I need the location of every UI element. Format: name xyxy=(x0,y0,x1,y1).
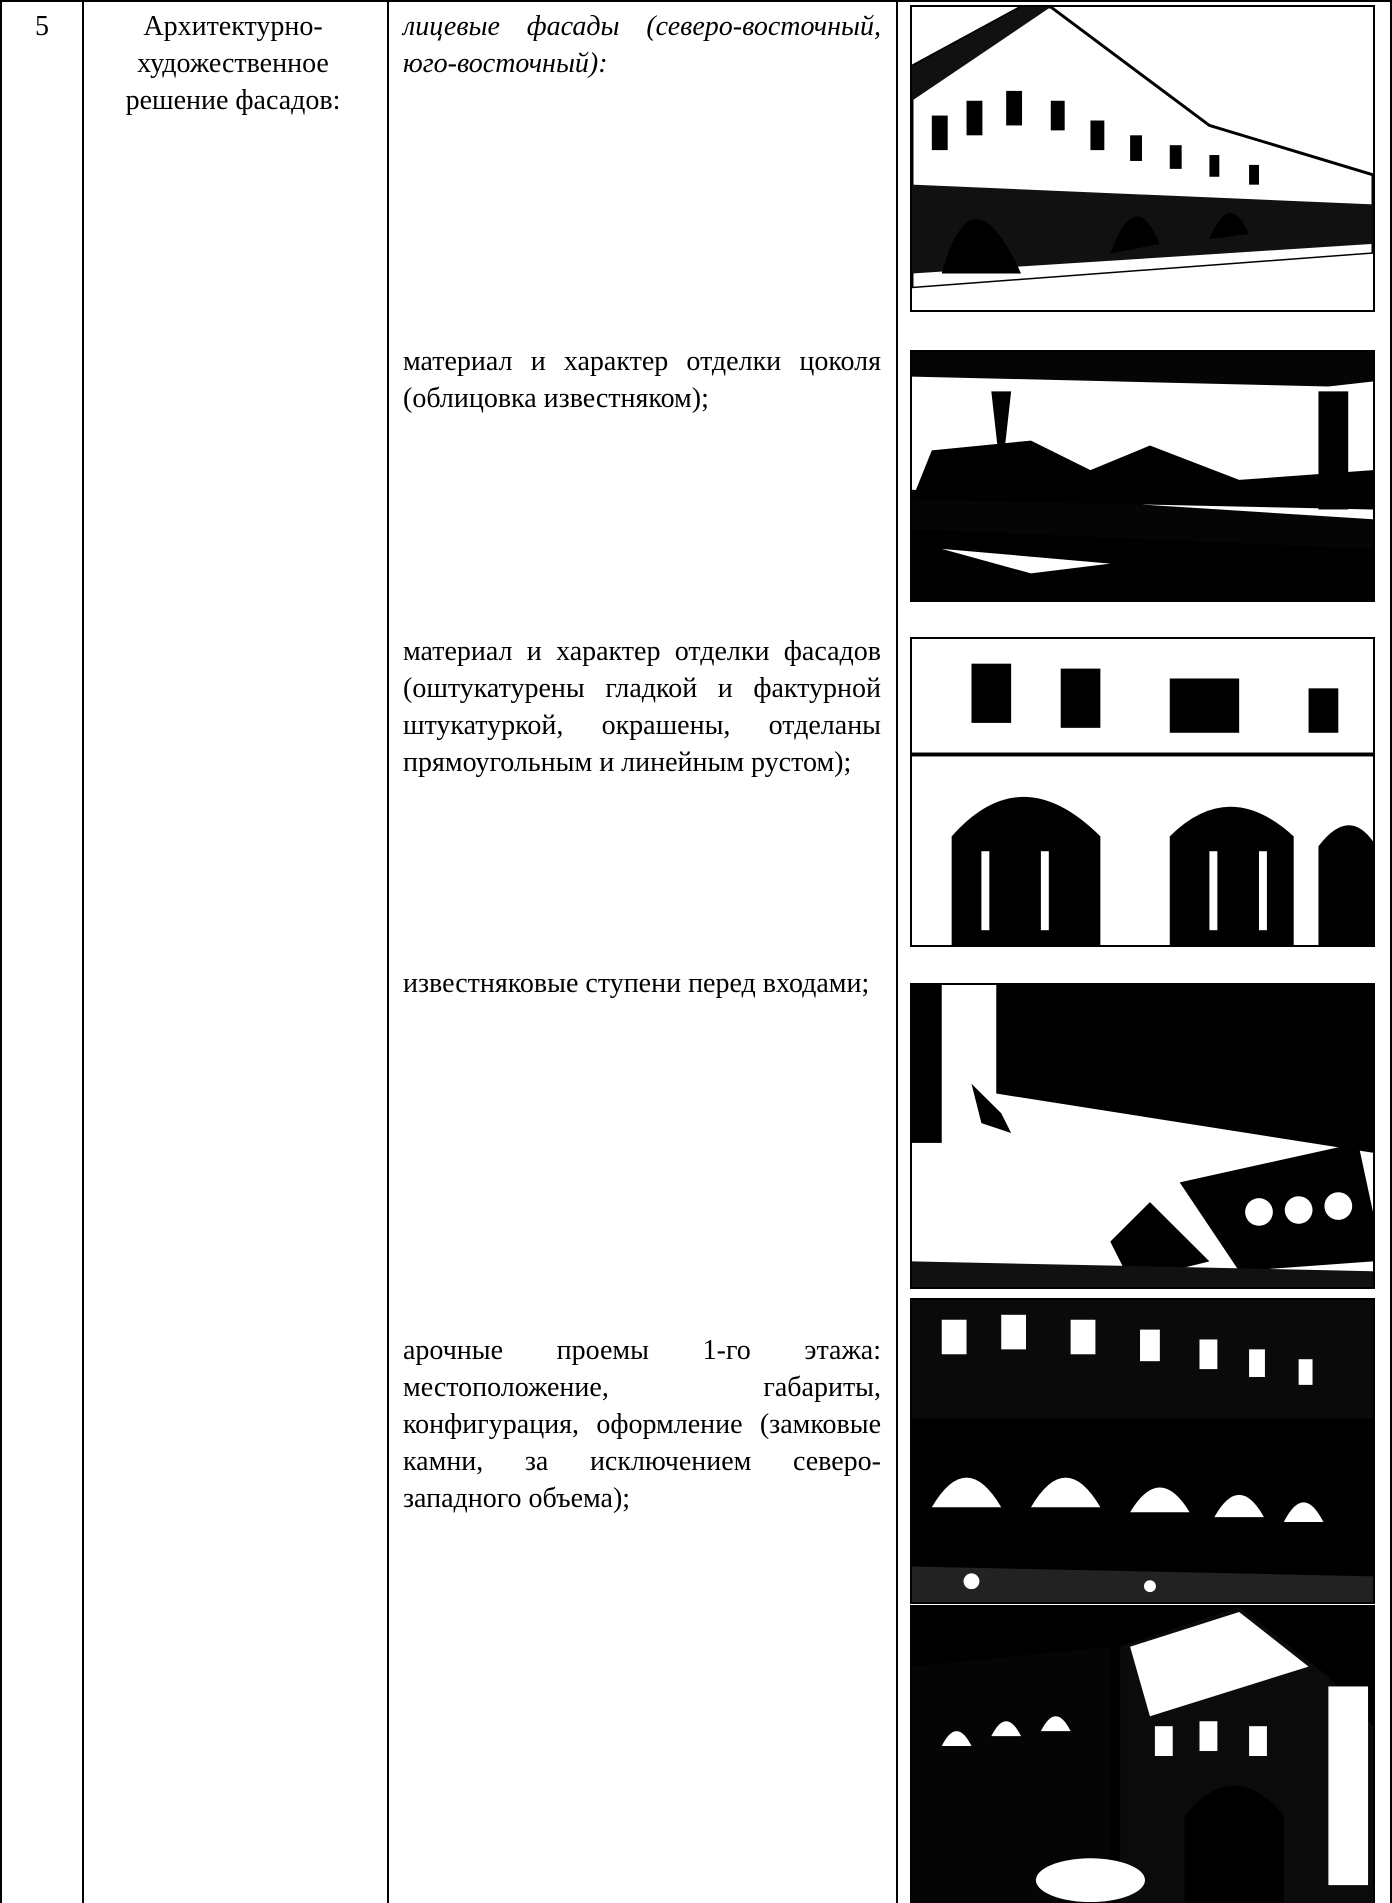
table-left-border xyxy=(0,0,2,1903)
street-corner-building-photo-icon xyxy=(910,1605,1375,1903)
feature-item-plinth: материал и характер отделки цоколя (облицовка известняком); xyxy=(403,346,881,414)
entrance-steps-photo-icon xyxy=(910,983,1375,1289)
building-facade-photo-icon xyxy=(910,5,1375,312)
feature-item-steps: известняковые ступени перед входами; xyxy=(403,968,870,999)
column-divider-3 xyxy=(896,0,898,1903)
ground-floor-arches-photo-icon xyxy=(910,1298,1375,1604)
feature-item-arches: арочные проемы 1-го этажа: местоположение, габариты, конфигурация, оформление (замковые камни, за исключением северо-западного объема); xyxy=(403,1335,881,1514)
arched-facade-photo-icon xyxy=(910,637,1375,947)
column-divider-2 xyxy=(387,0,389,1903)
row-number: 5 xyxy=(35,11,49,42)
plinth-stone-photo-icon xyxy=(910,350,1375,602)
column-divider-1 xyxy=(82,0,84,1903)
row-title: Архитектурно- художественное решение фасадов: xyxy=(125,11,341,116)
feature-item-facades: лицевые фасады (северо-восточный, юго-восточный): xyxy=(403,11,881,79)
table-top-border xyxy=(0,0,1392,2)
feature-item-facade-finish: материал и характер отделки фасадов (оштукатурены гладкой и фактурной штукатуркой, окрашены, отделаны прямоугольным и линейным рустом); xyxy=(403,636,881,778)
